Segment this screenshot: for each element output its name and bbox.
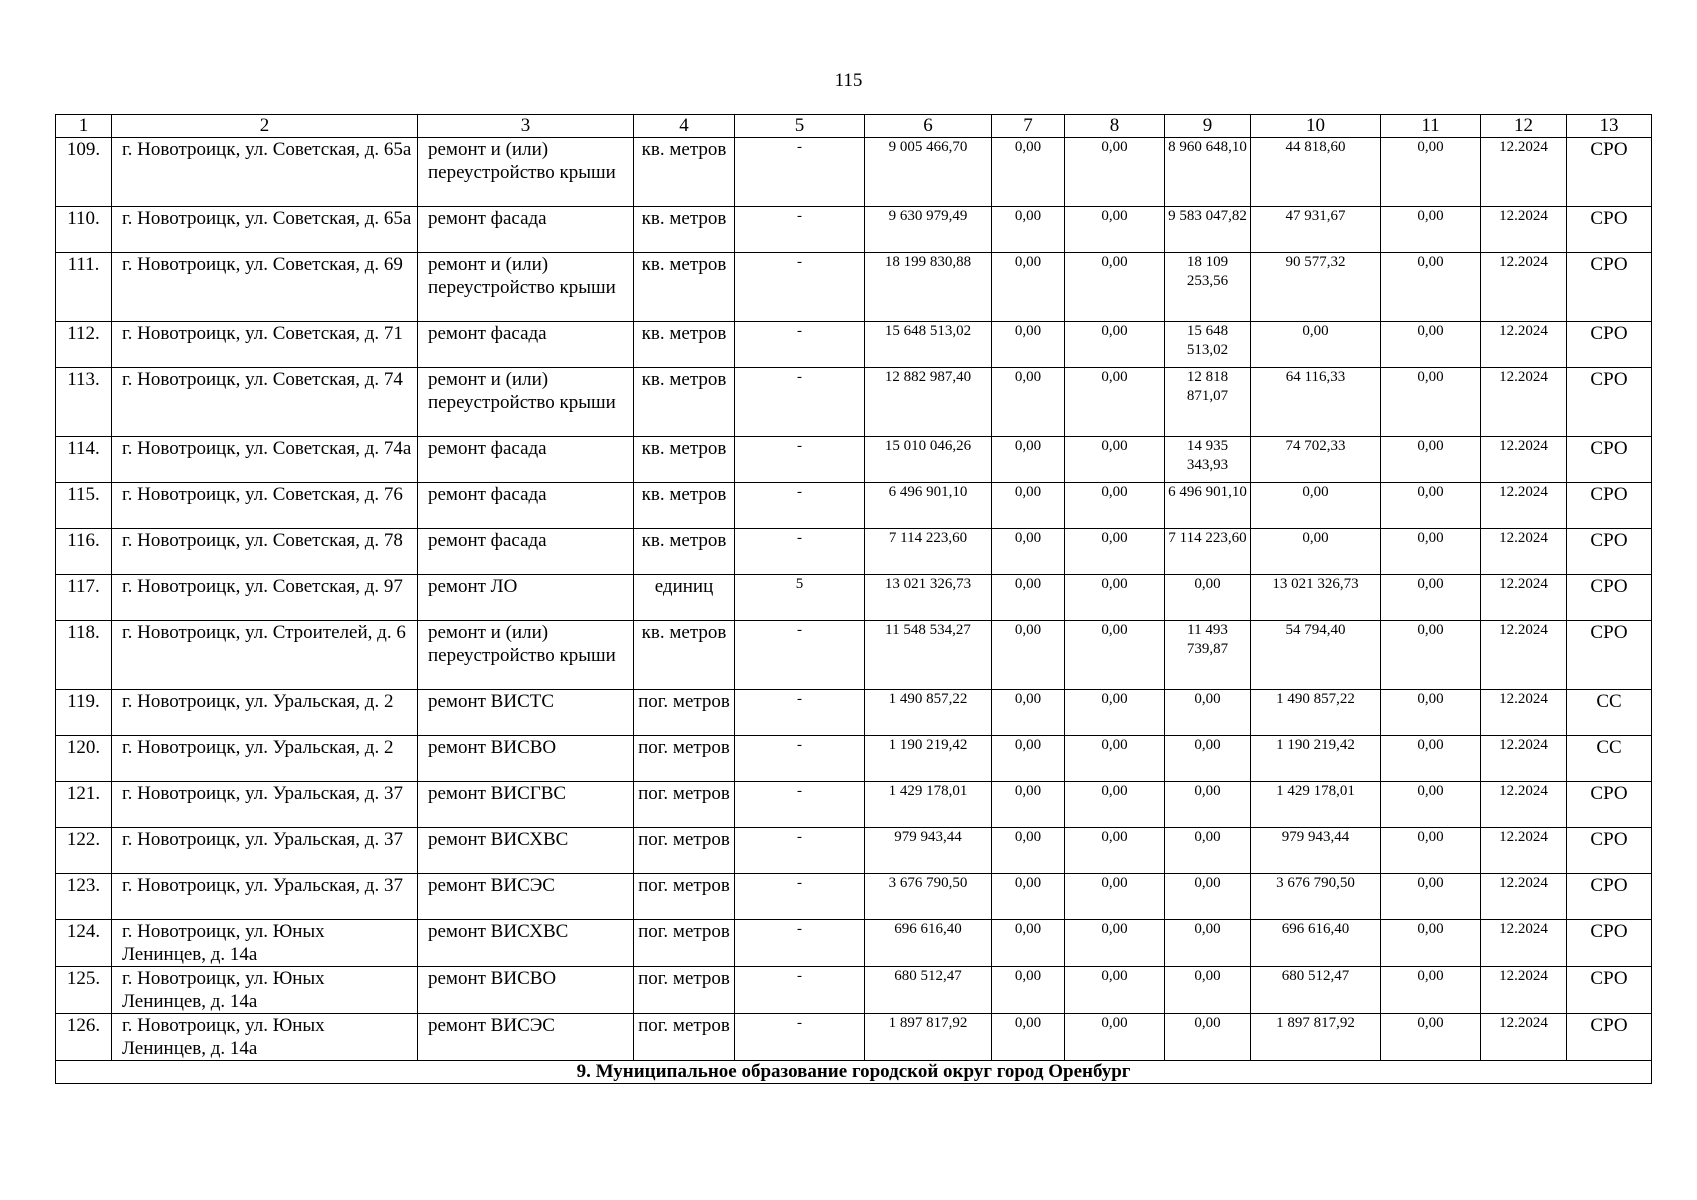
address-cell: г. Новотроицк, ул. Уральская, д. 37 [112,828,418,874]
unit-cell: пог. метров [634,920,735,967]
total-cost-cell: 15 010 046,26 [865,437,992,483]
value-cell: 0,00 [1381,322,1481,368]
column-header: 1 [56,115,112,138]
quantity-cell: - [735,437,865,483]
quantity-cell: - [735,621,865,690]
value-cell: 0,00 [1065,920,1165,967]
value-cell: 979 943,44 [1251,828,1381,874]
work-type-cell: ремонт фасада [418,483,634,529]
value-cell: 0,00 [1065,621,1165,690]
quantity-cell: - [735,690,865,736]
work-type-cell: ремонт и (или) переустройство крыши [418,253,634,322]
table-row [56,1014,1652,1061]
column-header: 3 [418,115,634,138]
work-type-cell: ремонт ВИСХВС [418,828,634,874]
value-cell: 0,00 [1381,529,1481,575]
quantity-cell: - [735,207,865,253]
value-cell: 47 931,67 [1251,207,1381,253]
date-cell: 12.2024 [1481,967,1567,1014]
table-row [56,322,1652,368]
row-number: 117. [56,575,112,621]
value-cell: 0,00 [992,529,1065,575]
column-header: 5 [735,115,865,138]
repair-program-table [55,114,1652,1084]
value-cell: 0,00 [992,920,1065,967]
value-cell: 0,00 [992,782,1065,828]
org-cell: СРО [1567,967,1652,1014]
date-cell: 12.2024 [1481,368,1567,437]
value-cell: 0,00 [1381,736,1481,782]
unit-cell: кв. метров [634,437,735,483]
column-header: 10 [1251,115,1381,138]
value-cell: 0,00 [1165,874,1251,920]
org-cell: СРО [1567,920,1652,967]
value-cell: 0,00 [992,368,1065,437]
column-header: 12 [1481,115,1567,138]
value-cell: 8 960 648,10 [1165,138,1251,207]
address-cell: г. Новотроицк, ул. Советская, д. 97 [112,575,418,621]
date-cell: 12.2024 [1481,874,1567,920]
row-number: 111. [56,253,112,322]
value-cell: 0,00 [1381,967,1481,1014]
table-row [56,736,1652,782]
work-type-cell: ремонт ВИСТС [418,690,634,736]
address-cell: г. Новотроицк, ул. Строителей, д. 6 [112,621,418,690]
work-type-cell: ремонт ВИСГВС [418,782,634,828]
total-cost-cell: 1 429 178,01 [865,782,992,828]
date-cell: 12.2024 [1481,253,1567,322]
unit-cell: пог. метров [634,782,735,828]
work-type-cell: ремонт фасада [418,322,634,368]
date-cell: 12.2024 [1481,736,1567,782]
value-cell: 0,00 [1065,575,1165,621]
value-cell: 0,00 [992,621,1065,690]
value-cell: 13 021 326,73 [1251,575,1381,621]
table-row [56,782,1652,828]
row-number: 121. [56,782,112,828]
total-cost-cell: 3 676 790,50 [865,874,992,920]
value-cell: 696 616,40 [1251,920,1381,967]
row-number: 112. [56,322,112,368]
org-cell: СРО [1567,207,1652,253]
work-type-cell: ремонт и (или) переустройство крыши [418,138,634,207]
value-cell: 0,00 [1165,690,1251,736]
table-row [56,483,1652,529]
page-number: 115 [834,70,863,91]
quantity-cell: - [735,967,865,1014]
value-cell: 0,00 [1165,575,1251,621]
section-row [56,1061,1652,1084]
row-number: 123. [56,874,112,920]
value-cell: 11 493 739,87 [1165,621,1251,690]
quantity-cell: - [735,322,865,368]
unit-cell: кв. метров [634,621,735,690]
row-number: 122. [56,828,112,874]
value-cell: 0,00 [1251,483,1381,529]
unit-cell: кв. метров [634,368,735,437]
value-cell: 0,00 [1381,253,1481,322]
value-cell: 1 429 178,01 [1251,782,1381,828]
date-cell: 12.2024 [1481,828,1567,874]
unit-cell: пог. метров [634,967,735,1014]
row-number: 124. [56,920,112,967]
work-type-cell: ремонт ВИСХВС [418,920,634,967]
value-cell: 0,00 [1381,575,1481,621]
quantity-cell: - [735,782,865,828]
address-cell: г. Новотроицк, ул. Советская, д. 69 [112,253,418,322]
table-row [56,138,1652,207]
row-number: 109. [56,138,112,207]
table-row [56,920,1652,967]
unit-cell: кв. метров [634,207,735,253]
date-cell: 12.2024 [1481,437,1567,483]
column-header: 13 [1567,115,1652,138]
value-cell: 0,00 [1065,207,1165,253]
value-cell: 0,00 [1065,967,1165,1014]
row-number: 120. [56,736,112,782]
date-cell: 12.2024 [1481,575,1567,621]
value-cell: 0,00 [1065,736,1165,782]
quantity-cell: - [735,828,865,874]
table-row [56,575,1652,621]
unit-cell: пог. метров [634,736,735,782]
org-cell: СРО [1567,529,1652,575]
value-cell: 7 114 223,60 [1165,529,1251,575]
unit-cell: кв. метров [634,322,735,368]
unit-cell: пог. метров [634,828,735,874]
address-cell: г. Новотроицк, ул. Уральская, д. 37 [112,874,418,920]
table-row [56,621,1652,690]
value-cell: 0,00 [992,828,1065,874]
date-cell: 12.2024 [1481,529,1567,575]
value-cell: 0,00 [1065,437,1165,483]
quantity-cell: - [735,736,865,782]
work-type-cell: ремонт и (или) переустройство крыши [418,368,634,437]
quantity-cell: - [735,874,865,920]
date-cell: 12.2024 [1481,782,1567,828]
org-cell: СРО [1567,782,1652,828]
work-type-cell: ремонт фасада [418,529,634,575]
value-cell: 0,00 [1165,967,1251,1014]
value-cell: 0,00 [992,575,1065,621]
row-number: 119. [56,690,112,736]
address-cell: г. Новотроицк, ул. Юных Ленинцев, д. 14а [112,920,418,967]
value-cell: 0,00 [1065,690,1165,736]
work-type-cell: ремонт и (или) переустройство крыши [418,621,634,690]
value-cell: 0,00 [1065,483,1165,529]
header-row [56,115,1652,138]
value-cell: 15 648 513,02 [1165,322,1251,368]
value-cell: 0,00 [1381,920,1481,967]
address-cell: г. Новотроицк, ул. Уральская, д. 2 [112,690,418,736]
value-cell: 0,00 [1065,782,1165,828]
table-row [56,437,1652,483]
column-header: 6 [865,115,992,138]
org-cell: СРО [1567,621,1652,690]
total-cost-cell: 1 490 857,22 [865,690,992,736]
org-cell: СРО [1567,575,1652,621]
unit-cell: единиц [634,575,735,621]
address-cell: г. Новотроицк, ул. Юных Ленинцев, д. 14а [112,1014,418,1061]
row-number: 126. [56,1014,112,1061]
table-row [56,207,1652,253]
work-type-cell: ремонт ВИСВО [418,736,634,782]
value-cell: 9 583 047,82 [1165,207,1251,253]
quantity-cell: - [735,253,865,322]
org-cell: СРО [1567,828,1652,874]
address-cell: г. Новотроицк, ул. Советская, д. 65а [112,138,418,207]
total-cost-cell: 6 496 901,10 [865,483,992,529]
value-cell: 12 818 871,07 [1165,368,1251,437]
table-row [56,874,1652,920]
value-cell: 0,00 [992,207,1065,253]
row-number: 116. [56,529,112,575]
total-cost-cell: 1 897 817,92 [865,1014,992,1061]
total-cost-cell: 979 943,44 [865,828,992,874]
row-number: 114. [56,437,112,483]
address-cell: г. Новотроицк, ул. Советская, д. 78 [112,529,418,575]
value-cell: 0,00 [1381,621,1481,690]
value-cell: 0,00 [1065,138,1165,207]
value-cell: 74 702,33 [1251,437,1381,483]
value-cell: 0,00 [1165,736,1251,782]
value-cell: 18 109 253,56 [1165,253,1251,322]
org-cell: СРО [1567,253,1652,322]
column-header: 9 [1165,115,1251,138]
value-cell: 0,00 [992,690,1065,736]
column-header: 11 [1381,115,1481,138]
quantity-cell: - [735,529,865,575]
org-cell: СРО [1567,322,1652,368]
table-row [56,368,1652,437]
total-cost-cell: 12 882 987,40 [865,368,992,437]
org-cell: СРО [1567,1014,1652,1061]
total-cost-cell: 9 630 979,49 [865,207,992,253]
value-cell: 0,00 [1165,782,1251,828]
value-cell: 0,00 [992,736,1065,782]
address-cell: г. Новотроицк, ул. Советская, д. 74 [112,368,418,437]
value-cell: 0,00 [1065,828,1165,874]
date-cell: 12.2024 [1481,920,1567,967]
value-cell: 14 935 343,93 [1165,437,1251,483]
unit-cell: пог. метров [634,690,735,736]
value-cell: 0,00 [1065,529,1165,575]
unit-cell: кв. метров [634,138,735,207]
value-cell: 0,00 [1251,529,1381,575]
value-cell: 0,00 [1381,437,1481,483]
address-cell: г. Новотроицк, ул. Юных Ленинцев, д. 14а [112,967,418,1014]
value-cell: 0,00 [1251,322,1381,368]
value-cell: 0,00 [1381,874,1481,920]
quantity-cell: - [735,1014,865,1061]
column-header: 4 [634,115,735,138]
date-cell: 12.2024 [1481,138,1567,207]
value-cell: 54 794,40 [1251,621,1381,690]
value-cell: 0,00 [992,483,1065,529]
value-cell: 0,00 [992,253,1065,322]
row-number: 125. [56,967,112,1014]
address-cell: г. Новотроицк, ул. Советская, д. 74а [112,437,418,483]
address-cell: г. Новотроицк, ул. Советская, д. 65а [112,207,418,253]
value-cell: 0,00 [1381,1014,1481,1061]
org-cell: СРО [1567,437,1652,483]
unit-cell: пог. метров [634,874,735,920]
value-cell: 64 116,33 [1251,368,1381,437]
row-number: 113. [56,368,112,437]
date-cell: 12.2024 [1481,483,1567,529]
address-cell: г. Новотроицк, ул. Уральская, д. 2 [112,736,418,782]
value-cell: 0,00 [1065,1014,1165,1061]
total-cost-cell: 13 021 326,73 [865,575,992,621]
unit-cell: кв. метров [634,253,735,322]
unit-cell: пог. метров [634,1014,735,1061]
value-cell: 6 496 901,10 [1165,483,1251,529]
work-type-cell: ремонт ВИСЭС [418,1014,634,1061]
org-cell: СРО [1567,483,1652,529]
value-cell: 0,00 [1381,483,1481,529]
value-cell: 0,00 [1065,253,1165,322]
column-header: 8 [1065,115,1165,138]
total-cost-cell: 11 548 534,27 [865,621,992,690]
value-cell: 90 577,32 [1251,253,1381,322]
value-cell: 3 676 790,50 [1251,874,1381,920]
org-cell: СРО [1567,368,1652,437]
work-type-cell: ремонт фасада [418,437,634,483]
total-cost-cell: 680 512,47 [865,967,992,1014]
value-cell: 0,00 [992,437,1065,483]
work-type-cell: ремонт ВИСВО [418,967,634,1014]
row-number: 110. [56,207,112,253]
column-header: 2 [112,115,418,138]
value-cell: 0,00 [992,874,1065,920]
section-title: 9. Муниципальное образование городской округ город Оренбург [56,1061,1652,1084]
address-cell: г. Новотроицк, ул. Советская, д. 76 [112,483,418,529]
value-cell: 0,00 [1165,828,1251,874]
org-cell: СС [1567,690,1652,736]
date-cell: 12.2024 [1481,322,1567,368]
value-cell: 0,00 [1165,920,1251,967]
date-cell: 12.2024 [1481,621,1567,690]
value-cell: 0,00 [1381,828,1481,874]
value-cell: 1 490 857,22 [1251,690,1381,736]
total-cost-cell: 15 648 513,02 [865,322,992,368]
org-cell: СРО [1567,138,1652,207]
value-cell: 1 897 817,92 [1251,1014,1381,1061]
value-cell: 0,00 [1165,1014,1251,1061]
value-cell: 1 190 219,42 [1251,736,1381,782]
work-type-cell: ремонт ВИСЭС [418,874,634,920]
value-cell: 0,00 [1065,322,1165,368]
value-cell: 0,00 [992,138,1065,207]
quantity-cell: - [735,368,865,437]
org-cell: СРО [1567,874,1652,920]
table-row [56,690,1652,736]
address-cell: г. Новотроицк, ул. Уральская, д. 37 [112,782,418,828]
work-type-cell: ремонт фасада [418,207,634,253]
value-cell: 0,00 [1381,782,1481,828]
work-type-cell: ремонт ЛО [418,575,634,621]
quantity-cell: - [735,920,865,967]
row-number: 115. [56,483,112,529]
date-cell: 12.2024 [1481,690,1567,736]
unit-cell: кв. метров [634,529,735,575]
value-cell: 0,00 [1381,138,1481,207]
org-cell: СС [1567,736,1652,782]
value-cell: 0,00 [992,322,1065,368]
row-number: 118. [56,621,112,690]
value-cell: 0,00 [1065,874,1165,920]
table-row [56,529,1652,575]
quantity-cell: - [735,483,865,529]
date-cell: 12.2024 [1481,1014,1567,1061]
address-cell: г. Новотроицк, ул. Советская, д. 71 [112,322,418,368]
total-cost-cell: 696 616,40 [865,920,992,967]
column-header: 7 [992,115,1065,138]
value-cell: 0,00 [1381,690,1481,736]
value-cell: 0,00 [992,967,1065,1014]
value-cell: 0,00 [1381,368,1481,437]
value-cell: 0,00 [1381,207,1481,253]
total-cost-cell: 9 005 466,70 [865,138,992,207]
table-row [56,828,1652,874]
value-cell: 0,00 [992,1014,1065,1061]
table-row [56,967,1652,1014]
total-cost-cell: 1 190 219,42 [865,736,992,782]
date-cell: 12.2024 [1481,207,1567,253]
value-cell: 680 512,47 [1251,967,1381,1014]
quantity-cell: - [735,138,865,207]
value-cell: 0,00 [1065,368,1165,437]
table-row [56,253,1652,322]
total-cost-cell: 7 114 223,60 [865,529,992,575]
value-cell: 44 818,60 [1251,138,1381,207]
unit-cell: кв. метров [634,483,735,529]
total-cost-cell: 18 199 830,88 [865,253,992,322]
quantity-cell: 5 [735,575,865,621]
